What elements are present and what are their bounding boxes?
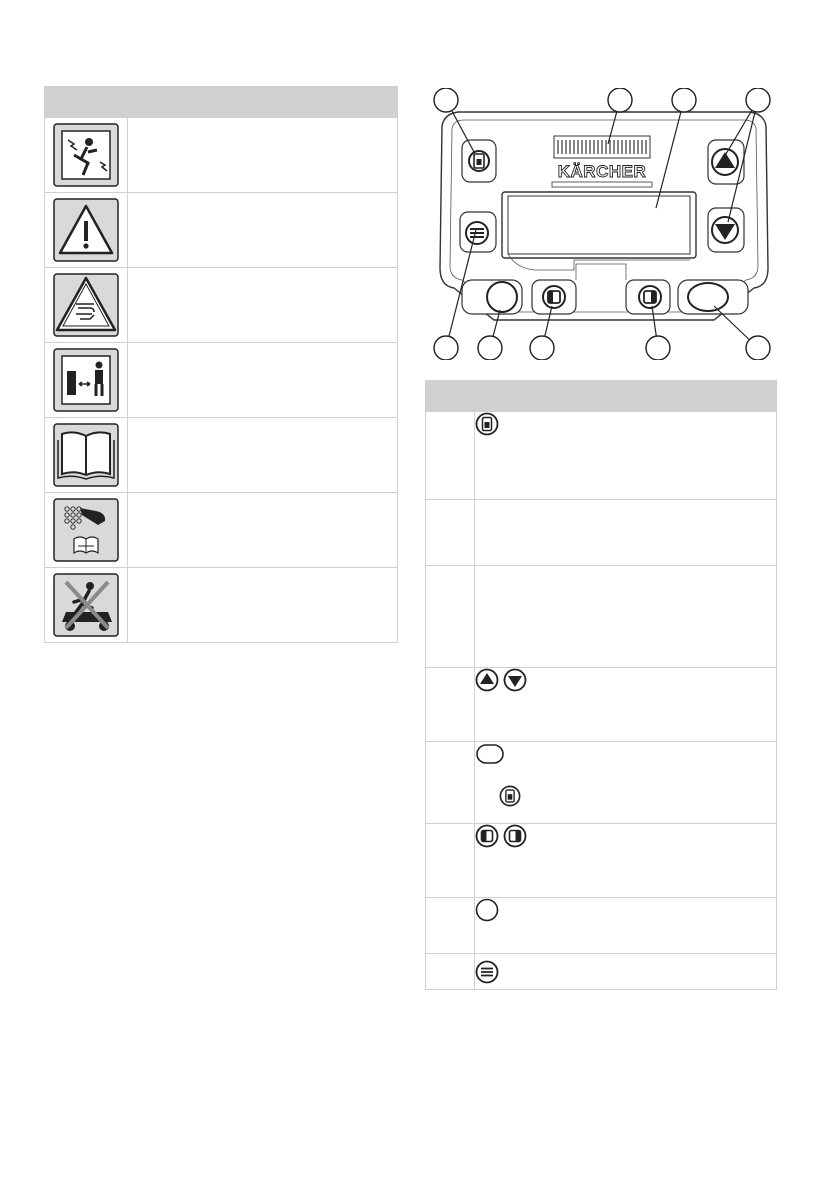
oval-button-icon [475, 742, 505, 766]
oval-button[interactable] [678, 280, 748, 314]
table-row [426, 954, 777, 990]
keep-distance-icon [52, 347, 120, 413]
safety-symbols-table [44, 86, 398, 643]
table-row [426, 668, 777, 742]
table-row [45, 118, 398, 193]
electric-shock-warning-icon [52, 122, 120, 188]
header-col-function [475, 381, 777, 412]
row-text [128, 343, 398, 418]
left-softkey-button[interactable] [532, 280, 576, 314]
menu-button[interactable] [460, 212, 496, 252]
hand-crush-warning-icon [52, 272, 120, 338]
table-header [45, 87, 398, 118]
callout-1 [434, 88, 458, 112]
header-col-position [426, 381, 475, 412]
callout-3 [672, 88, 696, 112]
callout-8 [646, 336, 670, 360]
display-screen [502, 192, 696, 258]
battery-key-button[interactable] [462, 140, 496, 182]
row-text [128, 268, 398, 343]
row-text [128, 418, 398, 493]
header-col-symbol [45, 87, 128, 118]
table-row [45, 493, 398, 568]
table-row [45, 418, 398, 493]
no-riding-passengers-icon [52, 572, 120, 638]
table-row [45, 343, 398, 418]
table-row [426, 412, 777, 500]
row-text [128, 493, 398, 568]
table-header [426, 381, 777, 412]
round-button-icon [475, 898, 499, 922]
table-row [426, 898, 777, 954]
header-col-description [128, 87, 398, 118]
arrow-down-button[interactable] [708, 208, 744, 252]
table-row [426, 824, 777, 898]
control-panel-illustration [424, 88, 784, 360]
led-indicator-bar [554, 136, 650, 158]
right-softkey-button[interactable] [626, 280, 670, 314]
menu-button-icon [475, 960, 499, 984]
table-row [45, 568, 398, 643]
read-manual-icon [52, 422, 120, 488]
row-text [128, 193, 398, 268]
row-text [475, 566, 777, 668]
callout-9 [746, 336, 770, 360]
battery-key-icon [475, 412, 499, 436]
table-row [426, 742, 777, 824]
callout-2 [608, 88, 632, 112]
callout-5 [434, 336, 458, 360]
right-softkey-icon [503, 824, 527, 848]
table-row [426, 566, 777, 668]
arrow-up-button-icon [475, 668, 499, 692]
row-text [128, 118, 398, 193]
round-button[interactable] [462, 280, 522, 314]
brand-logo: KÄRCHER [557, 162, 647, 181]
battery-key-icon [499, 785, 521, 807]
left-softkey-icon [475, 824, 499, 848]
table-row [45, 268, 398, 343]
arrow-down-button-icon [503, 668, 527, 692]
general-warning-icon [52, 197, 120, 263]
callout-6 [478, 336, 502, 360]
callout-7 [530, 336, 554, 360]
table-row [426, 500, 777, 566]
callout-4 [746, 88, 770, 112]
controls-table [425, 380, 777, 990]
keypad-service-manual-icon [52, 497, 120, 563]
table-row [45, 193, 398, 268]
row-text [128, 568, 398, 643]
row-text [475, 500, 777, 566]
